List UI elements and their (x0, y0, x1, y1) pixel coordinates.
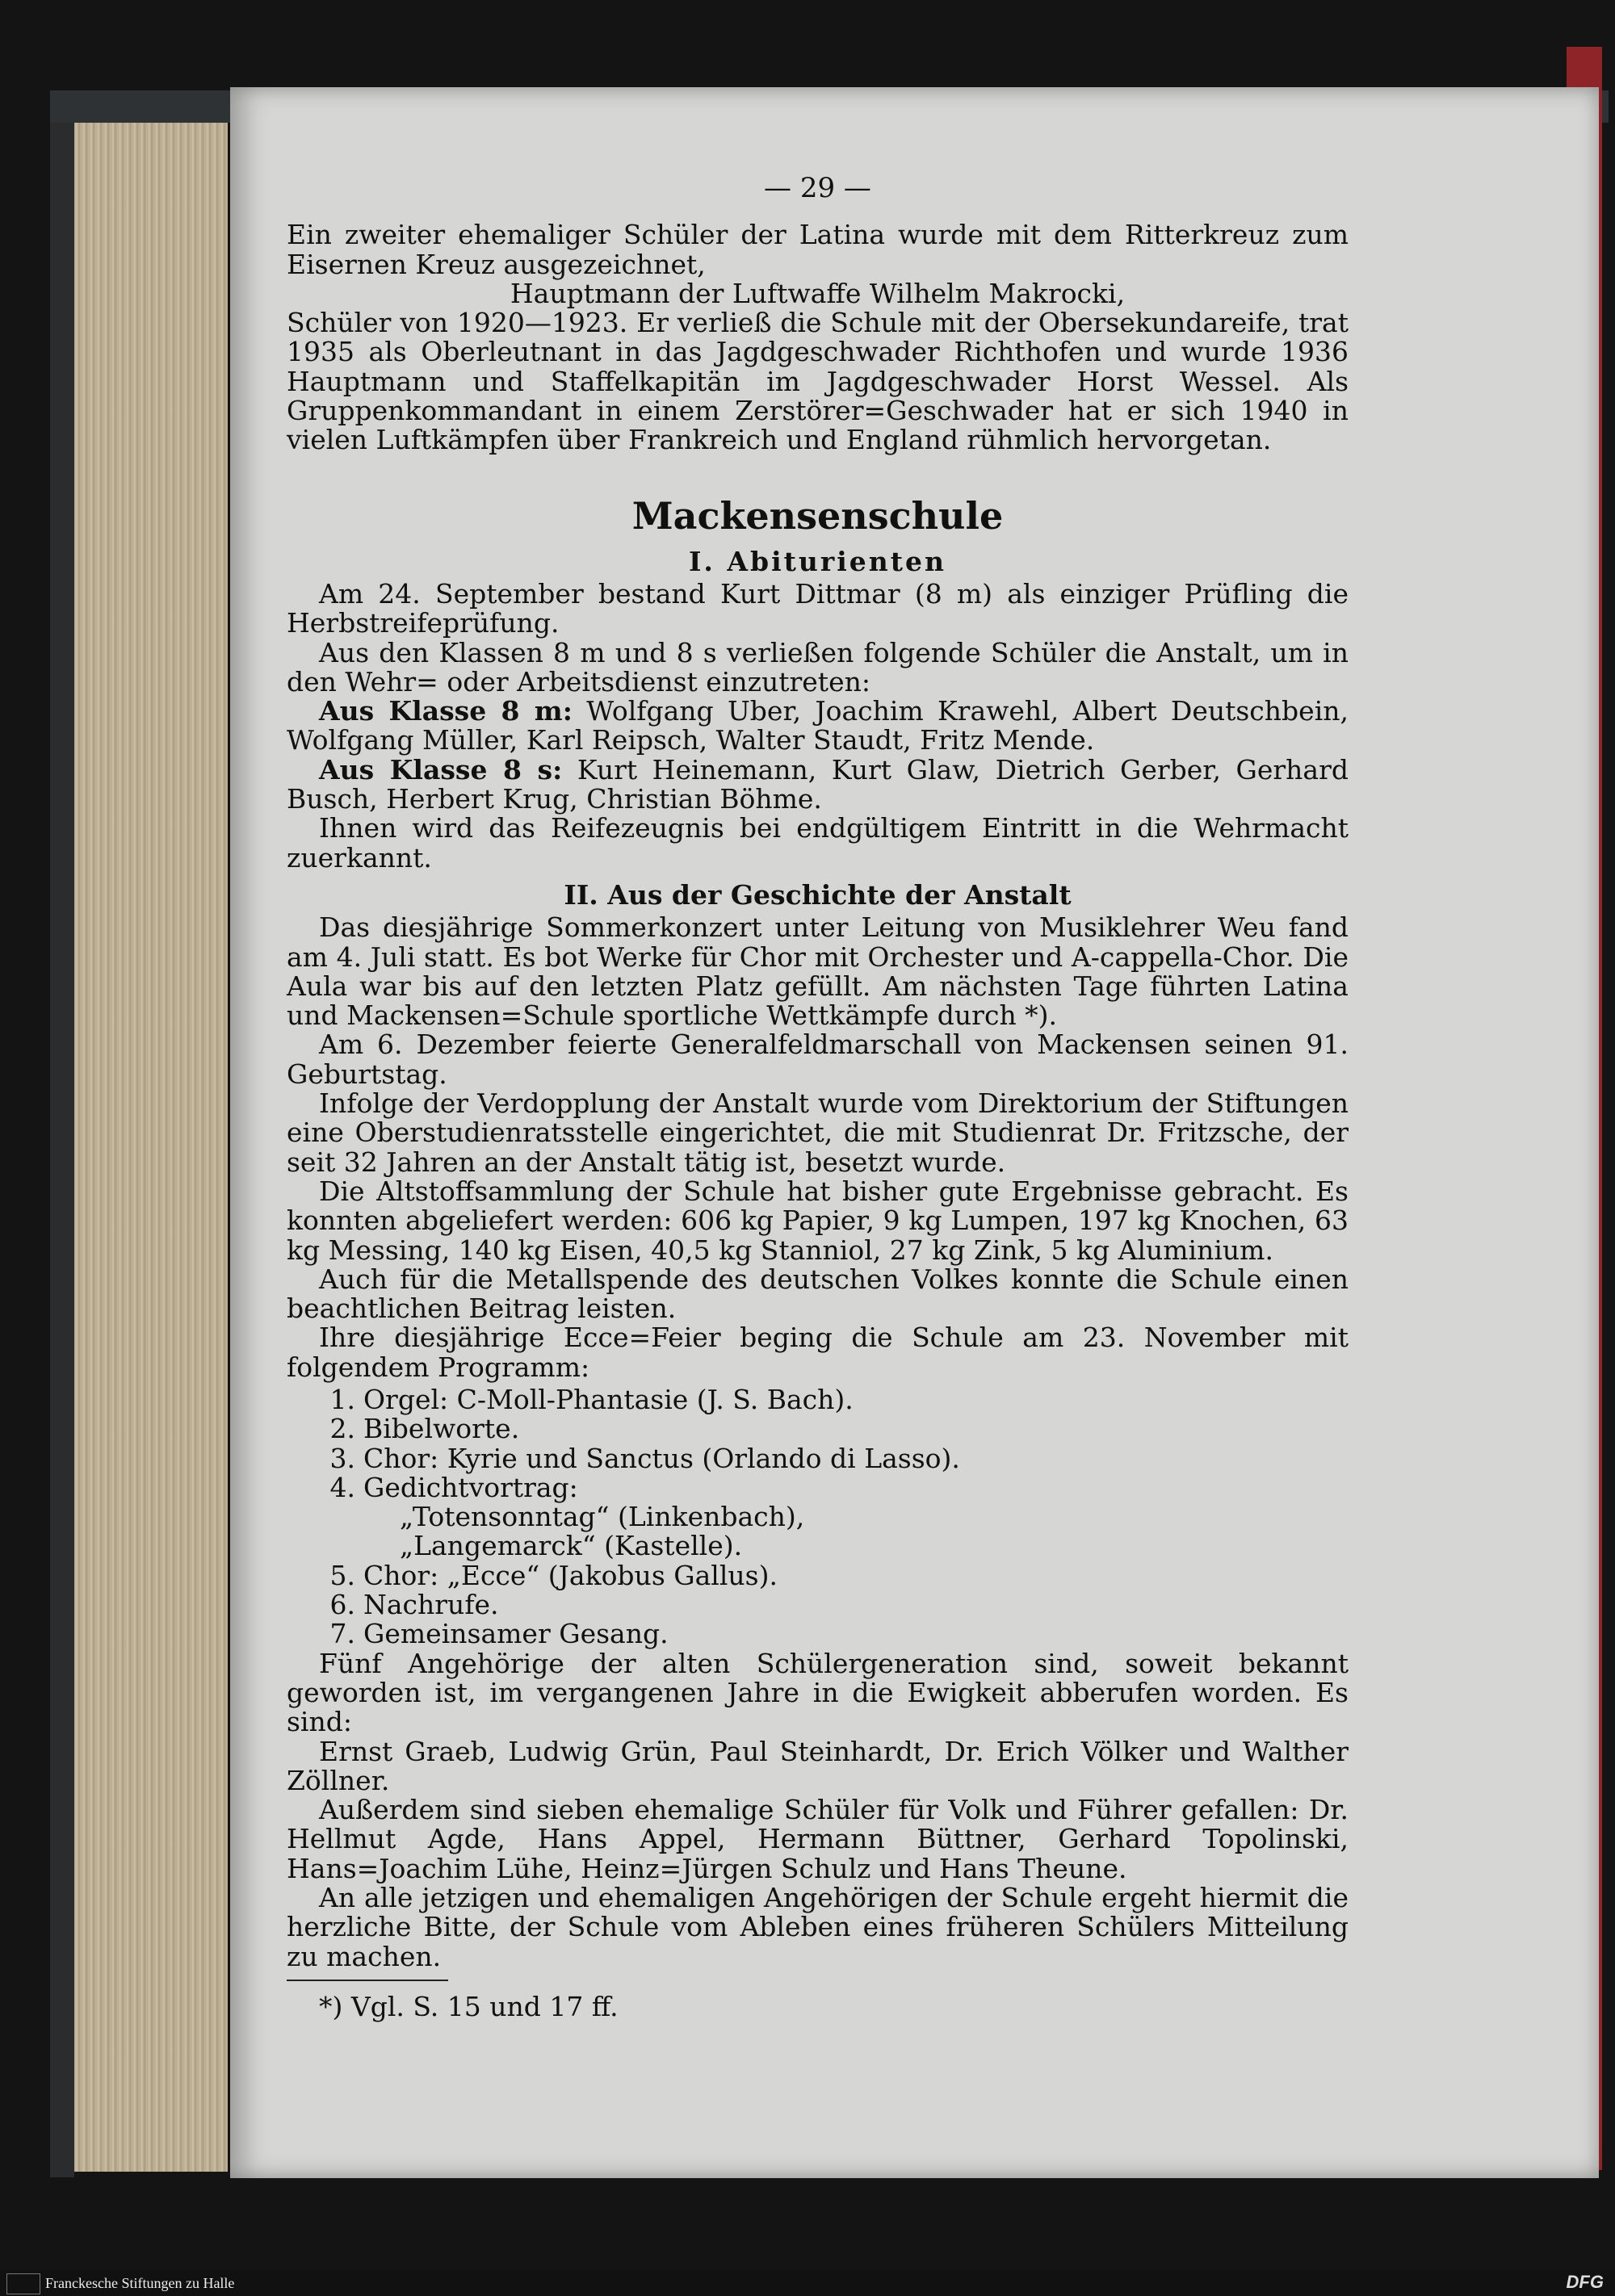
paragraph: Schüler von 1920—1923. Er verließ die Schule mit der Obersekundareife, trat 1935 als Oberleutnant in das Jagdgeschwader Richthofen und wurde 1936 Hauptmann und Staffelkapitän im Jagdgeschwader Horst Wessel. Als Gruppenkommandant in einem Zerstörer=Geschwader hat er sich 1940 in vielen Luftkämpfen über Frankreich und England rühmlich hervorgetan. (287, 307, 1349, 456)
institution-name: Franckesche Stiftungen zu Halle (45, 2275, 235, 2291)
subsection-heading: II. Aus der Geschichte der Anstalt (564, 878, 1072, 911)
footnote: *) Vgl. S. 15 und 17 ff. (319, 1990, 619, 2022)
paragraph (287, 753, 1349, 815)
list-item: 2. Bibelworte. (329, 1413, 520, 1445)
dfg-logo: DFG (1566, 2272, 1604, 2292)
paragraph: Außerdem sind sieben ehemalige Schüler für Volk und Führer gefallen: Dr. Hellmut Agde, Hans Appel, Hermann Büttner, Gerhard Topolinski, Hans=Joachim Lühe, Heinz=Jürgen Schulz und Hans Theune. (287, 1794, 1349, 1884)
list-item: 5. Chor: „Ecce“ (Jakobus Gallus). (329, 1559, 778, 1591)
page-number: — 29 — (764, 172, 871, 204)
paragraph: Fünf Angehörige der alten Schülergeneration sind, soweit bekannt geworden ist, im vergangenen Jahre in die Ewigkeit abberufen worden. Es sind: (287, 1647, 1349, 1738)
institution-logo-icon (6, 2273, 40, 2294)
paragraph: Aus den Klassen 8 m und 8 s verließen folgende Schüler die Anstalt, um in den Wehr= oder Arbeitsdienst einzutreten: (287, 636, 1349, 698)
poem-title: „Langemarck“ (Kastelle). (400, 1530, 743, 1562)
student-list: Kurt Heinemann, Kurt Glaw, Dietrich Gerber, Gerhard Busch, Herbert Krug, Christian Böhme. (287, 753, 1349, 815)
list-item: 3. Chor: Kyrie und Sanctus (Orlando di Lasso). (329, 1442, 960, 1474)
paragraph: Ihnen wird das Reifezeugnis bei endgültigem Eintritt in die Wehrmacht zuerkannt. (287, 812, 1349, 874)
paragraph: An alle jetzigen und ehemaligen Angehörigen der Schule ergeht hiermit die herzliche Bitte, der Schule vom Ableben eines früheren Schülers Mitteilung zu machen. (287, 1882, 1349, 1972)
paragraph: Ihre diesjährige Ecce=Feier beging die Schule am 23. November mit folgendem Programm: (287, 1322, 1349, 1383)
paragraph: Ernst Graeb, Ludwig Grün, Paul Steinhardt, Dr. Erich Völker und Walther Zöllner. (287, 1735, 1349, 1796)
paragraph: Auch für die Metallspende des deutschen Volkes konnte die Schule einen beachtlichen Beitrag leisten. (287, 1263, 1349, 1325)
paragraph: Das diesjährige Sommerkonzert unter Leitung von Musiklehrer Weu fand am 4. Juli statt. Es bot Werke für Chor mit Orchester und A-cappella-Chor. Die Aula war bis auf den letzten Platz gefüllt. Am nächsten Tage führten Latina und Mackensen=Schule sportliche Wettkämpfe durch *). (287, 911, 1349, 1032)
program-list (287, 1385, 1349, 1649)
list-item: 7. Gemeinsamer Gesang. (329, 1618, 669, 1650)
list-item: 1. Orgel: C-Moll-Phantasie (J. S. Bach). (329, 1383, 854, 1415)
paragraph: Die Altstoffsammlung der Schule hat bisher gute Ergebnisse gebracht. Es konnten abgeliefert werden: 606 kg Papier, 9 kg Lumpen, 197 kg Knochen, 63 kg Messing, 140 kg Eisen, 40,5 kg Stanniol, 27 kg Zink, 5 kg Aluminium. (287, 1175, 1349, 1266)
page-text (287, 174, 1349, 2022)
book-spine (50, 90, 74, 2177)
footer-bar (0, 2270, 1615, 2296)
class-label: Aus Klasse 8 s: (319, 753, 563, 786)
list-item: 6. Nachrufe. (329, 1589, 499, 1621)
paragraph: Infolge der Verdopplung der Anstalt wurde vom Direktorium der Stiftungen eine Oberstudienratsstelle eingerichtet, die mit Studienrat Dr. Fritzsche, der seit 32 Jahren an der Anstalt tätig ist, besetzt wurde. (287, 1087, 1349, 1178)
honoree-name: Hauptmann der Luftwaffe Wilhelm Makrocki, (510, 277, 1126, 309)
paragraph (287, 697, 1349, 756)
page-edges (74, 117, 228, 2172)
poem-title: „Totensonntag“ (Linkenbach), (400, 1501, 805, 1533)
list-item: 4. Gedichtvortrag: „Totensonntag“ (Linkenbach), „Langemarck“ (Kastelle). (363, 1473, 1349, 1561)
subsection-heading: I. Abiturienten (688, 545, 946, 577)
paragraph: Am 6. Dezember feierte Generalfeldmarschall von Mackensen seinen 91. Geburtstag. (287, 1029, 1349, 1090)
paragraph: Am 24. September bestand Kurt Dittmar (8 m) als einziger Prüfling die Herbstreifeprüfung. (287, 577, 1349, 639)
paragraph: Ein zweiter ehemaliger Schüler der Latina wurde mit dem Ritterkreuz zum Eisernen Kreuz ausgezeichnet, (287, 219, 1349, 280)
class-label: Aus Klasse 8 m: (319, 695, 573, 727)
section-heading: Mackensenschule (631, 493, 1004, 538)
student-list: Wolfgang Uber, Joachim Krawehl, Albert Deutschbein, Wolfgang Müller, Karl Reipsch, Walter Staudt, Fritz Mende. (287, 695, 1349, 756)
footnote-rule (287, 1980, 448, 1981)
